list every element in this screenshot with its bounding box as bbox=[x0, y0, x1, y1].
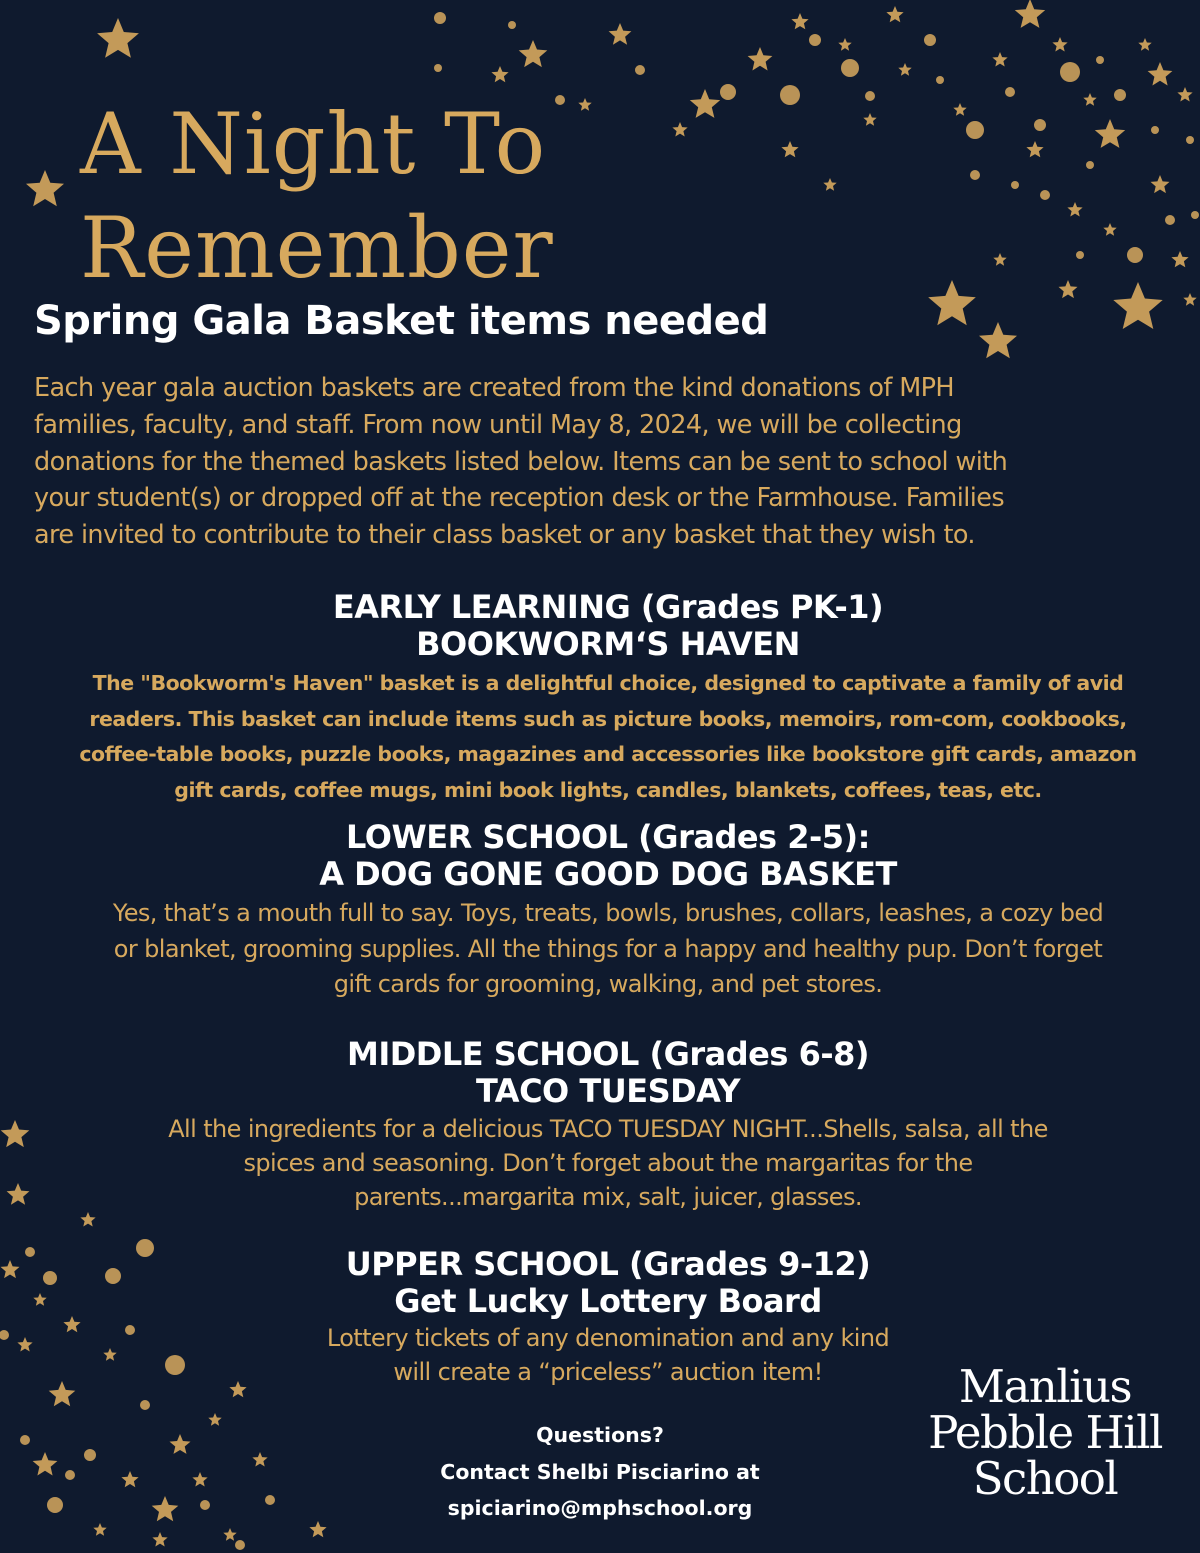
gold-star-icon bbox=[1113, 282, 1162, 329]
gold-dot-icon bbox=[434, 12, 446, 24]
description-line: will create a “priceless” auction item! bbox=[393, 1358, 823, 1386]
gold-dot-icon bbox=[1127, 247, 1143, 263]
basket-section-lower-school bbox=[40, 819, 1176, 1003]
gold-star-icon bbox=[1148, 62, 1173, 86]
gold-star-icon bbox=[192, 1472, 207, 1487]
gold-star-icon bbox=[1015, 0, 1045, 28]
gold-star-icon bbox=[223, 1528, 236, 1541]
intro-paragraph bbox=[34, 370, 1154, 554]
gold-dot-icon bbox=[1005, 87, 1015, 97]
description-line: All the ingredients for a delicious TACO TUESDAY NIGHT...Shells, salsa, all the bbox=[168, 1115, 1048, 1143]
gold-star-icon bbox=[1183, 293, 1196, 306]
gold-dot-icon bbox=[65, 1470, 75, 1480]
description-line: readers. This basket can include items such as picture books, memoirs, rom-com, cookbooks, bbox=[89, 706, 1127, 731]
contact-email[interactable]: spiciarino@mphschool.org bbox=[447, 1496, 753, 1520]
gold-dot-icon bbox=[936, 76, 944, 84]
gold-dot-icon bbox=[865, 91, 875, 101]
gold-dot-icon bbox=[25, 1247, 35, 1257]
gold-dot-icon bbox=[809, 34, 821, 46]
gold-dot-icon bbox=[434, 64, 442, 72]
gold-star-icon bbox=[33, 1452, 58, 1476]
section-grade-heading: EARLY LEARNING (Grades PK-1) bbox=[332, 588, 884, 626]
intro-line: donations for the themed baskets listed below. Items can be sent to school with bbox=[34, 446, 1008, 477]
gold-star-icon bbox=[863, 113, 876, 126]
gold-star-icon bbox=[1059, 280, 1078, 298]
description-line: Lottery tickets of any denomination and any kind bbox=[326, 1324, 890, 1352]
gold-star-icon bbox=[93, 1523, 106, 1536]
contact-name: Contact Shelbi Pisciarino at bbox=[440, 1459, 760, 1484]
gold-star-icon bbox=[1177, 87, 1192, 102]
intro-line: Each year gala auction baskets are created from the kind donations of MPH bbox=[34, 373, 954, 403]
basket-section-middle-school bbox=[40, 1036, 1176, 1214]
gold-star-icon bbox=[80, 1212, 95, 1227]
gold-star-icon bbox=[781, 141, 798, 157]
section-theme-heading: TACO TUESDAY bbox=[475, 1072, 741, 1110]
gold-star-icon bbox=[252, 1452, 267, 1467]
gold-dot-icon bbox=[970, 170, 980, 180]
gold-dot-icon bbox=[1096, 56, 1104, 64]
gold-star-icon bbox=[152, 1532, 167, 1547]
description-line: spices and seasoning. Don’t forget about the margaritas for the bbox=[243, 1149, 973, 1177]
gold-dot-icon bbox=[1011, 181, 1019, 189]
gold-dot-icon bbox=[200, 1500, 210, 1510]
gold-star-icon bbox=[7, 1183, 30, 1205]
gold-star-icon bbox=[121, 1471, 138, 1487]
description-line: Yes, that’s a mouth full to say. Toys, treats, bowls, brushes, collars, leashes, a cozy bed bbox=[112, 899, 1104, 927]
logo-line-3: School bbox=[972, 1452, 1118, 1505]
gold-star-icon bbox=[1095, 119, 1125, 148]
gold-star-icon bbox=[953, 103, 966, 116]
gold-star-icon bbox=[690, 89, 720, 118]
gold-star-icon bbox=[1151, 175, 1170, 193]
gold-star-icon bbox=[17, 1337, 32, 1352]
gold-dot-icon bbox=[140, 1400, 150, 1410]
gold-dot-icon bbox=[841, 59, 859, 77]
section-description bbox=[40, 666, 1176, 808]
basket-section-early-learning bbox=[40, 589, 1176, 808]
gold-star-icon bbox=[672, 122, 687, 137]
flyer-title bbox=[80, 92, 554, 300]
gold-dot-icon bbox=[1040, 190, 1050, 200]
description-line: coffee-table books, puzzle books, magazines and accessories like bookstore gift cards, amazon bbox=[79, 742, 1137, 766]
gold-star-icon bbox=[152, 1496, 179, 1521]
description-line: gift cards for grooming, walking, and pet stores. bbox=[333, 970, 883, 998]
gold-dot-icon bbox=[1165, 215, 1175, 225]
gold-dot-icon bbox=[84, 1449, 96, 1461]
gold-star-icon bbox=[1067, 202, 1082, 217]
gold-dot-icon bbox=[0, 1330, 9, 1340]
section-grade-heading: MIDDLE SCHOOL (Grades 6-8) bbox=[346, 1035, 869, 1073]
gold-dot-icon bbox=[1186, 136, 1194, 144]
logo-line-1: Manlius bbox=[958, 1360, 1132, 1413]
gold-star-icon bbox=[208, 1413, 221, 1426]
gold-dot-icon bbox=[20, 1435, 30, 1445]
gold-star-icon bbox=[609, 23, 632, 45]
title-line-2: Remember bbox=[80, 199, 554, 297]
gold-star-icon bbox=[992, 52, 1007, 67]
section-description bbox=[40, 1112, 1176, 1214]
gold-star-icon bbox=[993, 253, 1006, 266]
gold-star-icon bbox=[26, 170, 64, 206]
gold-dot-icon bbox=[1034, 119, 1046, 131]
gold-dot-icon bbox=[235, 1540, 245, 1550]
gold-dot-icon bbox=[1151, 126, 1159, 134]
section-grade-heading: UPPER SCHOOL (Grades 9-12) bbox=[345, 1245, 871, 1283]
gold-star-icon bbox=[1052, 37, 1067, 52]
gold-dot-icon bbox=[780, 85, 800, 105]
gold-star-icon bbox=[491, 66, 508, 82]
gold-star-icon bbox=[1083, 93, 1096, 106]
contact-questions: Questions? bbox=[536, 1423, 664, 1447]
gold-star-icon bbox=[838, 38, 851, 51]
gold-dot-icon bbox=[924, 34, 936, 46]
title-line-1: A Night To bbox=[80, 95, 547, 193]
intro-line: are invited to contribute to their class basket or any basket that they wish to. bbox=[34, 520, 975, 551]
gold-star-icon bbox=[748, 47, 773, 71]
description-line: parents...margarita mix, salt, juicer, glasses. bbox=[354, 1183, 862, 1211]
gold-star-icon bbox=[1103, 223, 1116, 236]
gold-star-icon bbox=[928, 280, 976, 325]
section-grade-heading: LOWER SCHOOL (Grades 2-5): bbox=[346, 818, 870, 856]
gold-star-icon bbox=[309, 1521, 326, 1537]
gold-star-icon bbox=[578, 98, 591, 111]
description-line: or blanket, grooming supplies. All the things for a happy and healthy pup. Don’t forget bbox=[113, 934, 1103, 963]
contact-block bbox=[400, 1417, 800, 1527]
section-theme-heading: Get Lucky Lottery Board bbox=[394, 1282, 822, 1320]
section-description bbox=[40, 896, 1176, 1003]
gold-star-icon bbox=[170, 1434, 191, 1454]
flyer-subtitle: Spring Gala Basket items needed bbox=[34, 298, 769, 344]
gold-dot-icon bbox=[1191, 211, 1199, 219]
gold-star-icon bbox=[1, 1120, 30, 1147]
gold-dot-icon bbox=[966, 121, 984, 139]
gold-star-icon bbox=[1138, 38, 1151, 51]
gold-star-icon bbox=[1026, 141, 1043, 157]
logo-line-2: Pebble Hill bbox=[928, 1406, 1162, 1459]
gold-star-icon bbox=[791, 13, 808, 29]
gold-dot-icon bbox=[635, 65, 645, 75]
gold-dot-icon bbox=[1076, 251, 1084, 259]
description-line: gift cards, coffee mugs, mini book lights, candles, blankets, coffees, teas, etc. bbox=[174, 777, 1042, 802]
gold-dot-icon bbox=[1086, 161, 1094, 169]
gold-dot-icon bbox=[720, 84, 736, 100]
gold-star-icon bbox=[886, 6, 903, 22]
gold-star-icon bbox=[97, 18, 139, 58]
intro-line: families, faculty, and staff. From now until May 8, 2024, we will be collecting bbox=[34, 409, 962, 440]
description-line: The "Bookworm's Haven" basket is a delightful choice, designed to captivate a family of avid bbox=[92, 671, 1124, 695]
gold-star-icon bbox=[898, 63, 911, 76]
section-theme-heading: A DOG GONE GOOD DOG BASKET bbox=[319, 855, 897, 893]
gold-dot-icon bbox=[555, 95, 565, 105]
gold-star-icon bbox=[519, 40, 548, 67]
gold-dot-icon bbox=[265, 1495, 275, 1505]
gold-star-icon bbox=[979, 322, 1017, 358]
gold-dot-icon bbox=[47, 1497, 63, 1513]
gold-star-icon bbox=[1171, 251, 1188, 267]
gold-dot-icon bbox=[508, 21, 516, 29]
intro-line: your student(s) or dropped off at the reception desk or the Farmhouse. Families bbox=[34, 483, 1005, 514]
gold-dot-icon bbox=[1114, 89, 1126, 101]
gold-star-icon bbox=[823, 178, 836, 191]
section-theme-heading: BOOKWORM‘S HAVEN bbox=[416, 625, 800, 663]
school-logo bbox=[905, 1360, 1185, 1505]
gold-dot-icon bbox=[1060, 62, 1080, 82]
gold-star-icon bbox=[1, 1260, 20, 1278]
